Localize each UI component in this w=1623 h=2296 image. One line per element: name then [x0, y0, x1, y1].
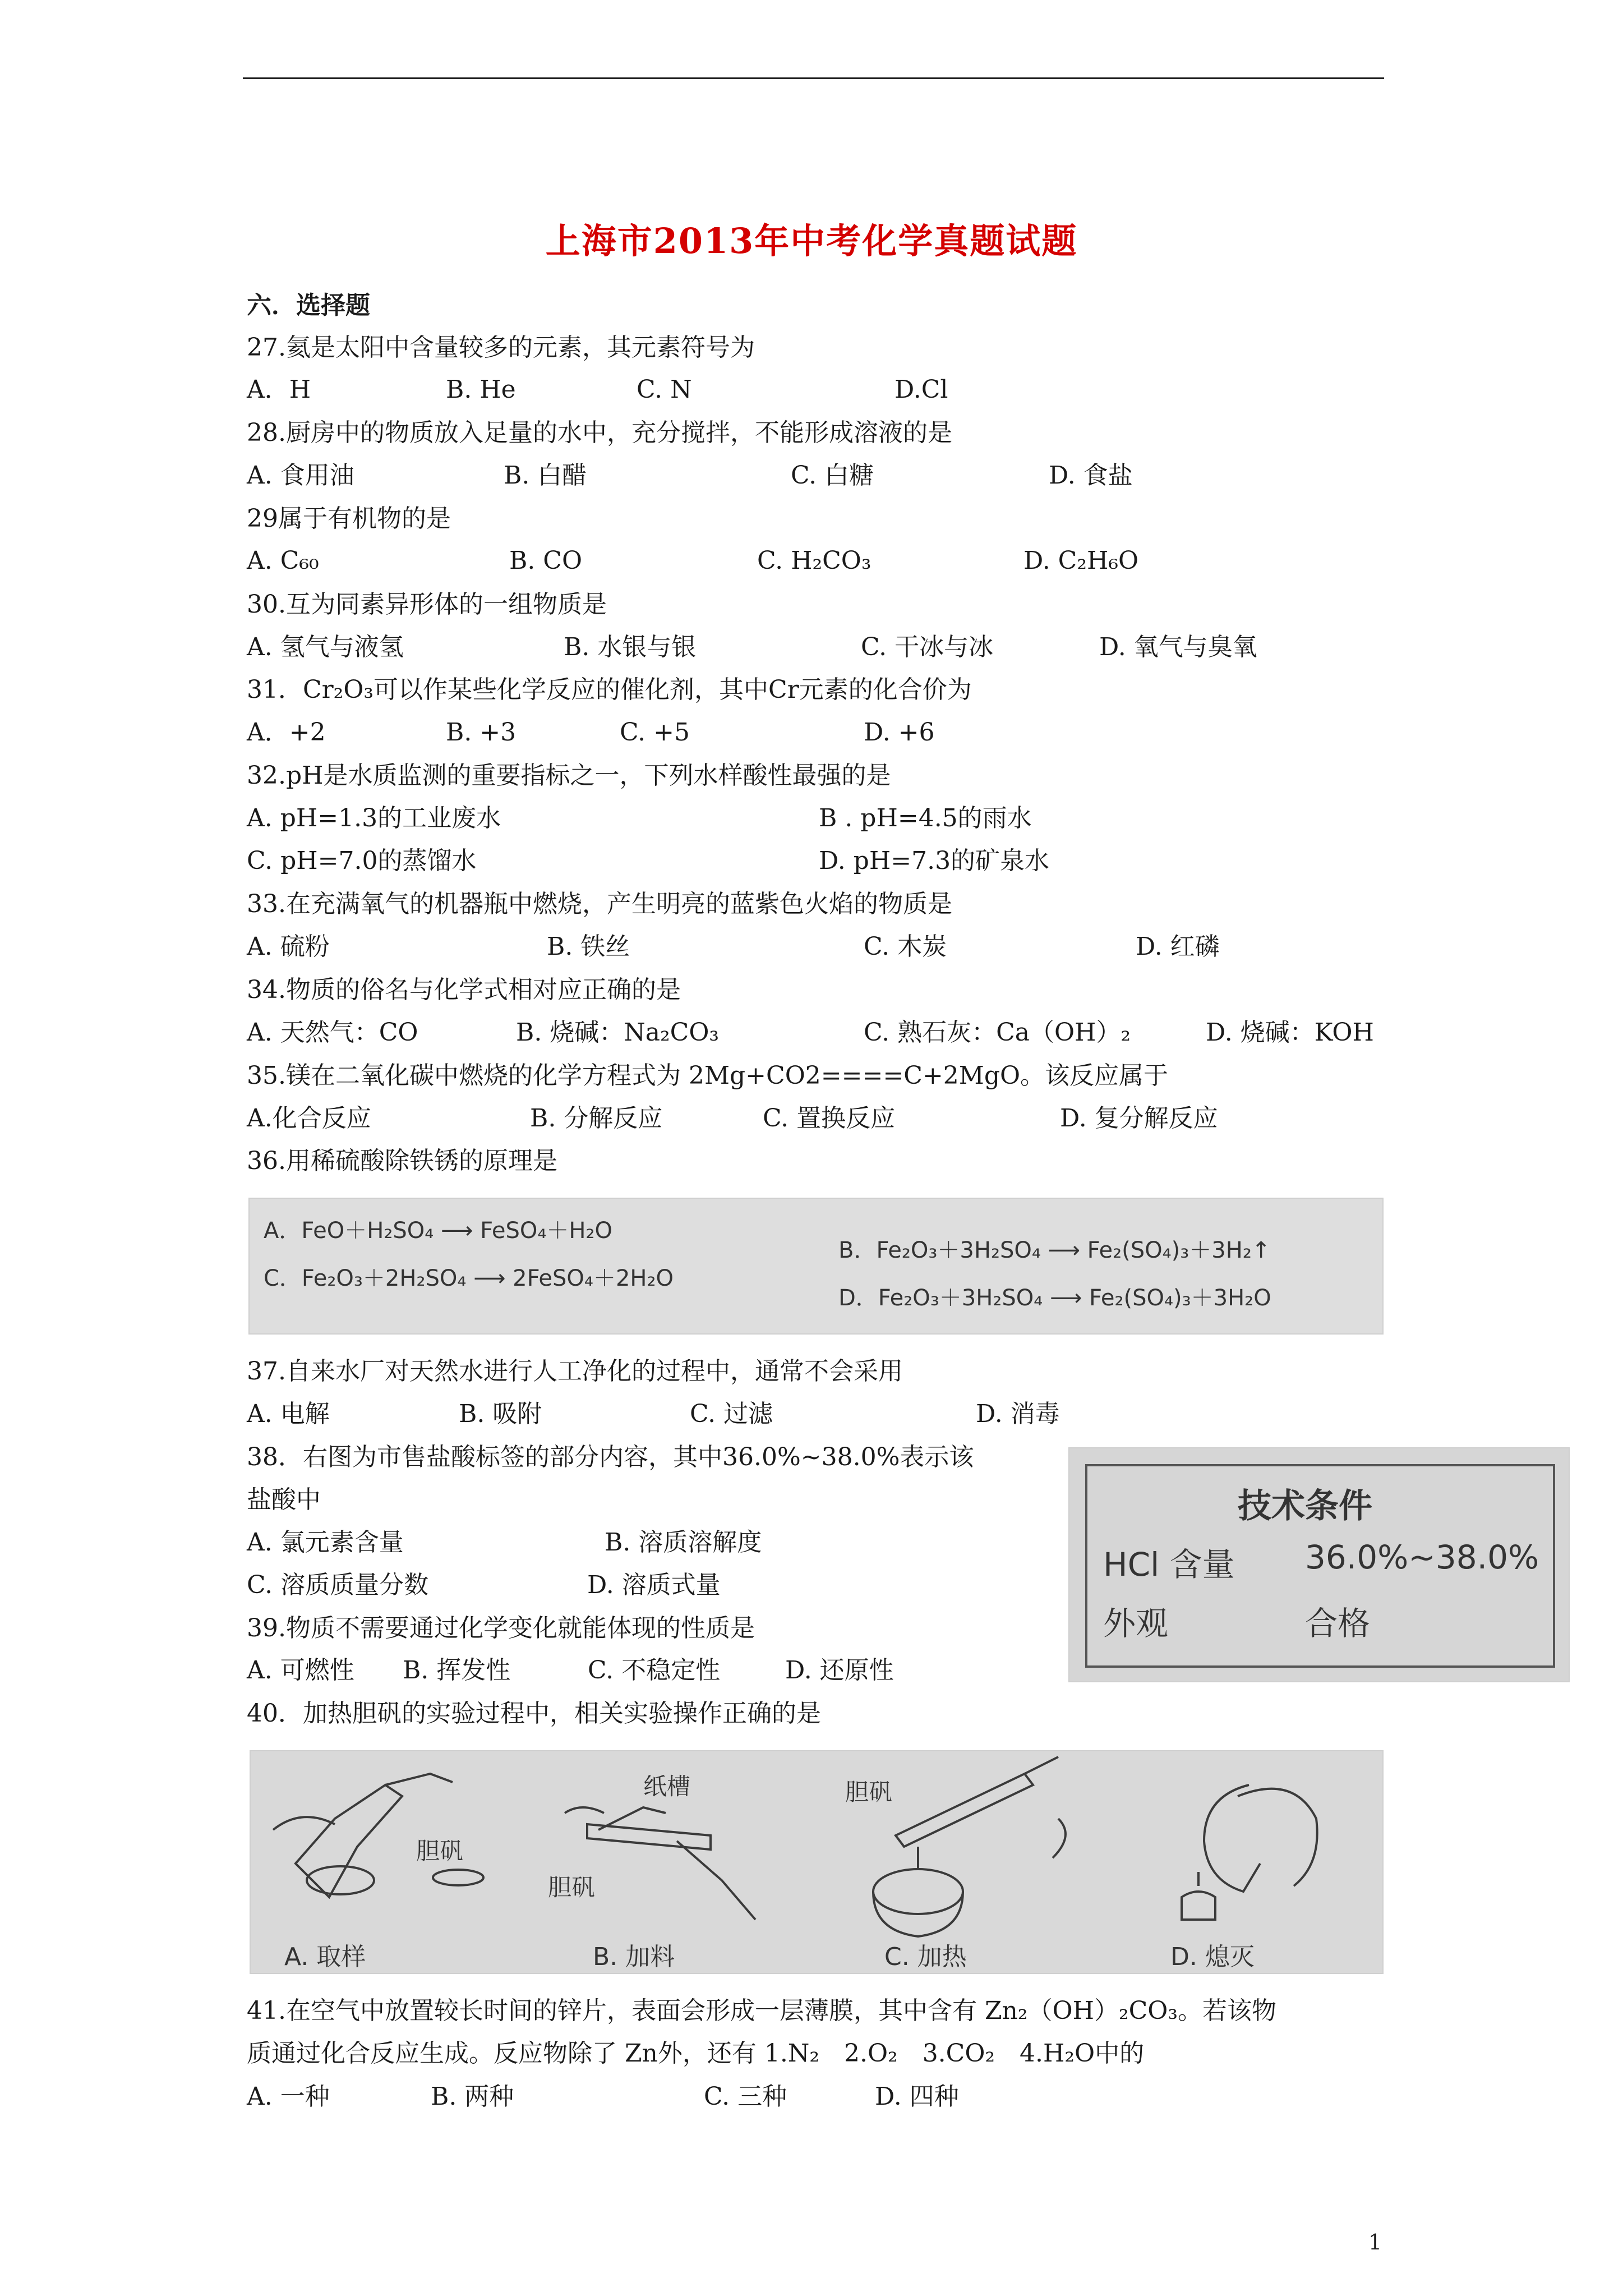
q28-option-a: A. 食用油 — [247, 461, 354, 490]
q35-option-c: C. 置换反应 — [763, 1104, 896, 1133]
q33-option-a: A. 硫粉 — [247, 932, 330, 961]
q28-option-b: B. 白醋 — [504, 461, 587, 490]
q41-options — [247, 2080, 1385, 2114]
q37-option-a: A. 电解 — [247, 1400, 330, 1428]
q40-fig-caption-a: A. 取样 — [284, 1943, 366, 1971]
q35-option-a: A.化合反应 — [247, 1104, 371, 1133]
q31-option-c: C. +5 — [620, 718, 690, 747]
q29-options — [247, 544, 1385, 578]
q29-stem: 29属于有机物的是 — [247, 504, 451, 533]
q27-stem: 27.氦是太阳中含量较多的元素，其元素符号为 — [247, 333, 755, 362]
q36-equations-image — [248, 1198, 1384, 1335]
q41-stem-line1: 41.在空气中放置较长时间的锌片，表面会形成一层薄膜，其中含有 Zn₂（OH）₂CO₃。若该物 — [247, 1996, 1276, 2025]
q27-option-d: D.Cl — [895, 375, 948, 404]
q36-eq-b: B．Fe₂O₃＋3H₂SO₄ ⟶ Fe₂(SO₄)₃＋3H₂↑ — [838, 1237, 1271, 1263]
q28-options — [247, 459, 1385, 493]
q40-fig-caption-d: D. 熄灭 — [1170, 1943, 1255, 1971]
q41-stem-line2: 质通过化合反应生成。反应物除了 Zn外，还有 1.N₂ 2.O₂ 3.CO₂ 4.H₂O中的 — [247, 2039, 1145, 2068]
q30-option-a: A. 氢气与液氢 — [247, 633, 404, 661]
q29-option-b: B. CO — [509, 546, 583, 575]
q39-option-a: A. 可燃性 — [247, 1656, 354, 1685]
q32-option-b: B . pH=4.5的雨水 — [819, 804, 1032, 832]
q34-options — [247, 1016, 1385, 1050]
q31-option-b: B. +3 — [446, 718, 517, 747]
q32-option-d: D. pH=7.3的矿泉水 — [819, 846, 1050, 875]
q40-stem: 40．加热胆矾的实验过程中，相关实验操作正确的是 — [247, 1699, 821, 1728]
hcl-label-image — [1068, 1447, 1570, 1682]
q39-stem: 39.物质不需要通过化学变化就能体现的性质是 — [247, 1614, 755, 1642]
q29-option-d: D. C₂H₆O — [1023, 546, 1139, 575]
q29-option-c: C. H₂CO₃ — [757, 546, 872, 575]
q28-option-c: C. 白糖 — [791, 461, 874, 490]
q28-stem: 28.厨房中的物质放入足量的水中，充分搅拌，不能形成溶液的是 — [247, 418, 952, 447]
q34-stem: 34.物质的俗名与化学式相对应正确的是 — [247, 976, 681, 1004]
q31-stem: 31．Cr₂O₃可以作某些化学反应的催化剂，其中Cr元素的化合价为 — [247, 675, 972, 704]
q32-stem: 32.pH是水质监测的重要指标之一，下列水样酸性最强的是 — [247, 761, 891, 790]
q27-option-a: A．H — [247, 375, 311, 404]
q40-fig-label-chem-c: 胆矾 — [845, 1778, 893, 1806]
q35-option-d: D. 复分解反应 — [1060, 1104, 1218, 1133]
q40-fig-caption-c: C. 加热 — [884, 1943, 967, 1971]
q27-options — [247, 373, 1385, 407]
q40-apparatus-image — [250, 1750, 1384, 1974]
q35-stem: 35.镁在二氧化碳中燃烧的化学方程式为 2Mg+CO2====C+2MgO。该反应属于 — [247, 1061, 1169, 1090]
q35-option-b: B. 分解反应 — [530, 1104, 663, 1133]
q35-options — [247, 1102, 1385, 1135]
page-title: 上海市2013年中考化学真题试题 — [545, 220, 1078, 261]
q36-eq-d: D．Fe₂O₃＋3H₂SO₄ ⟶ Fe₂(SO₄)₃＋3H₂O — [838, 1285, 1271, 1311]
q28-option-d: D. 食盐 — [1049, 461, 1133, 490]
q30-stem: 30.互为同素异形体的一组物质是 — [247, 590, 607, 619]
q32-options-row2 — [247, 844, 1385, 878]
q33-stem: 33.在充满氧气的机器瓶中燃烧，产生明亮的蓝紫色火焰的物质是 — [247, 890, 952, 918]
q31-option-a: A．+2 — [247, 718, 326, 747]
q33-option-b: B. 铁丝 — [547, 932, 630, 961]
q30-option-d: D. 氧气与臭氧 — [1099, 633, 1257, 661]
q37-option-b: B. 吸附 — [459, 1400, 542, 1428]
q37-option-c: C. 过滤 — [690, 1400, 773, 1428]
q38-option-d: D. 溶质式量 — [587, 1571, 721, 1599]
q39-option-b: B. 挥发性 — [403, 1656, 511, 1685]
q32-option-c: C. pH=7.0的蒸馏水 — [247, 846, 477, 875]
page-number: 1 — [1368, 2230, 1382, 2254]
q33-option-d: D. 红磷 — [1136, 932, 1220, 961]
q31-options — [247, 716, 1385, 749]
q30-options — [247, 631, 1385, 664]
q27-option-b: B. He — [446, 375, 516, 404]
q34-option-a: A. 天然气：CO — [247, 1018, 418, 1047]
q40-fig-label-chem-a: 胆矾 — [416, 1837, 464, 1865]
q27-option-c: C. N — [637, 375, 692, 404]
q41-option-d: D. 四种 — [875, 2082, 959, 2111]
q36-eq-c: C．Fe₂O₃＋2H₂SO₄ ⟶ 2FeSO₄＋2H₂O — [264, 1266, 674, 1291]
q30-option-b: B. 水银与银 — [564, 633, 697, 661]
q30-option-c: C. 干冰与冰 — [861, 633, 994, 661]
q39-option-c: C. 不稳定性 — [588, 1656, 721, 1685]
q39-options — [247, 1654, 1385, 1687]
q37-stem: 37.自来水厂对天然水进行人工净化的过程中，通常不会采用 — [247, 1357, 903, 1386]
q36-eq-a: A．FeO＋H₂SO₄ ⟶ FeSO₄＋H₂O — [264, 1218, 613, 1244]
q34-option-c: C. 熟石灰：Ca（OH）₂ — [864, 1018, 1131, 1047]
hcl-label-row2-key: 外观 — [1103, 1604, 1169, 1642]
q33-options — [247, 930, 1385, 964]
q36-stem: 36.用稀硫酸除铁锈的原理是 — [247, 1147, 557, 1175]
hcl-label-row2-value: 合格 — [1305, 1604, 1371, 1642]
q38-stem-line1: 38．右图为市售盐酸标签的部分内容，其中36.0%~38.0%表示该 — [247, 1443, 974, 1471]
q38-option-a: A. 氯元素含量 — [247, 1528, 404, 1557]
q40-fig-label-paper-trough: 纸槽 — [643, 1773, 691, 1800]
q41-option-c: C. 三种 — [704, 2082, 787, 2111]
q37-option-d: D. 消毒 — [976, 1400, 1060, 1428]
q40-fig-caption-b: B. 加料 — [593, 1943, 675, 1971]
hcl-label-row1-key: HCl 含量 — [1103, 1545, 1235, 1584]
q33-option-c: C. 木炭 — [864, 932, 947, 961]
q29-option-a: A. C₆₀ — [247, 546, 319, 575]
q34-option-d: D. 烧碱：KOH — [1206, 1018, 1374, 1047]
q31-option-d: D. +6 — [864, 718, 935, 747]
section-heading: 六．选择题 — [247, 291, 370, 320]
q32-options-row1 — [247, 802, 1385, 835]
q38-option-b: B. 溶质溶解度 — [605, 1528, 762, 1557]
q41-option-b: B. 两种 — [431, 2082, 514, 2111]
q37-options — [247, 1397, 1385, 1431]
q40-fig-label-chem-b: 胆矾 — [548, 1874, 596, 1901]
q34-option-b: B. 烧碱：Na₂CO₃ — [516, 1018, 720, 1047]
header-rule — [243, 77, 1384, 79]
q32-option-a: A. pH=1.3的工业废水 — [247, 804, 501, 832]
q38-option-c: C. 溶质质量分数 — [247, 1571, 429, 1599]
hcl-label-row1-value: 36.0%~38.0% — [1305, 1538, 1539, 1576]
q38-stem-line2: 盐酸中 — [247, 1485, 321, 1514]
hcl-label-heading: 技术条件 — [1238, 1487, 1372, 1526]
q41-option-a: A. 一种 — [247, 2082, 330, 2111]
q39-option-d: D. 还原性 — [785, 1656, 894, 1685]
